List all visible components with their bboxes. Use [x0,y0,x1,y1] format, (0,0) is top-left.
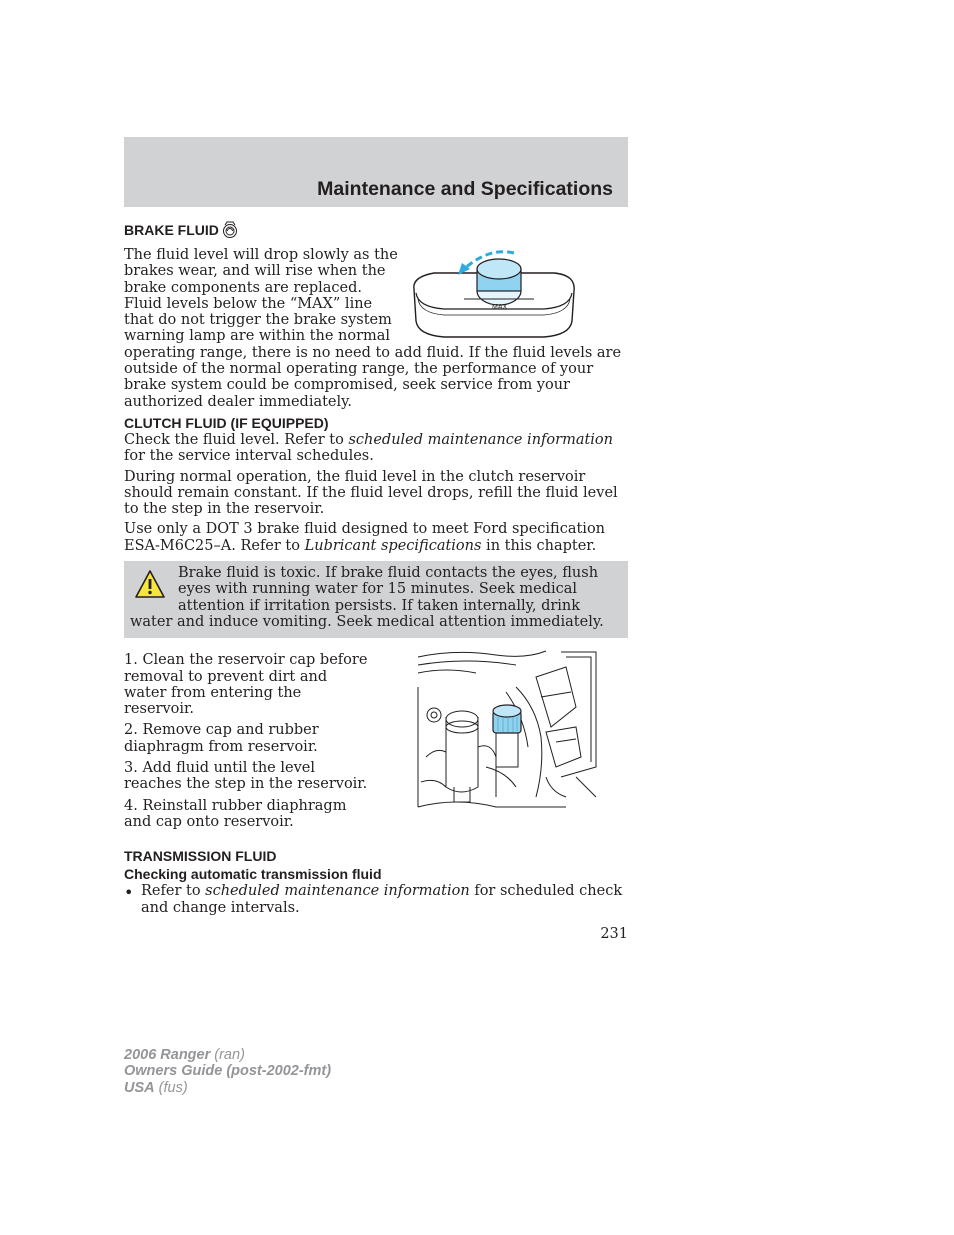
clutch-p3-text: Use only a DOT 3 brake fluid designed to meet Ford specification ESA-M6C25–A. Refer to [124,521,606,554]
footer-market-code: (fus) [154,1079,188,1096]
caution-text: Brake fluid is toxic. If brake fluid contacts the eyes, flush eyes with running water for 15 minutes. Seek medical attention if irritation persists. If taken internally, drink water and induce vomiting. Seek medical attention immediately. [130,565,604,630]
footer-market: USA [124,1079,155,1096]
caution-box [124,561,628,638]
brake-fluid-icon [222,221,238,239]
clutch-p3-text-end: in this chapter. [481,537,597,554]
bullet-text-start: Refer to [141,883,206,900]
brake-fluid-heading [124,221,628,239]
header-band [124,137,628,207]
clutch-p1-text-end: for the service interval schedules. [124,448,374,465]
step-1: 1. Clean the reservoir cap before removal to prevent dirt and water from entering the reservoir. [124,652,368,718]
max-line-label: MAX [492,304,508,311]
clutch-p1-text: Check the fluid level. Refer to [124,431,349,448]
footer [124,1047,331,1096]
refill-steps-list [124,652,374,830]
clutch-paragraph-3 [124,521,628,554]
footer-model-code: (ran) [210,1047,245,1063]
footer-guide: Owners Guide (post-2002-fmt) [124,1063,332,1080]
warning-triangle-icon [134,569,166,599]
transmission-fluid-section [124,847,628,920]
page-number: 231 [600,926,628,942]
brake-fluid-heading-text: BRAKE FLUID [124,222,219,238]
clutch-reservoir-engine-illustration [416,647,602,812]
checking-atf-subheading: Checking automatic transmission fluid [124,866,382,883]
brake-fluid-section [124,247,628,410]
refill-steps-section [124,652,628,830]
footer-line-3 [124,1080,331,1096]
scheduled-maintenance-reference-2: scheduled maintenance information [205,883,470,900]
footer-line-1 [124,1047,331,1063]
brake-reservoir-illustration [404,249,584,344]
bullet-text [141,883,628,916]
clutch-paragraph-1 [124,432,628,465]
footer-model: 2006 Ranger [124,1047,211,1063]
page-title: Maintenance and Specifications [317,178,613,200]
step-3: 3. Add fluid until the level reaches the step in the reservoir. [124,760,368,793]
step-2: 2. Remove cap and rubber diaphragm from reservoir. [124,722,319,755]
step-4: 4. Reinstall rubber diaphragm and cap onto reservoir. [124,797,347,830]
clutch-paragraph-2: During normal operation, the fluid level in the clutch reservoir should remain constant. If the fluid level drops, refill the fluid level to the step in the reservoir. [124,468,618,518]
lubricant-specifications-reference: Lubricant specifications [304,537,482,554]
content [124,221,628,920]
transmission-fluid-heading: TRANSMISSION FLUID [124,848,277,865]
brake-fluid-paragraph: The fluid level will drop slowly as the brakes wear, and will rise when the brake components are replaced. Fluid levels below the “MAX” line that do not trigger the brake system warning lamp are within the normal operating range, there is no need to add fluid. If the fluid levels are outside of the normal operating range, the performance of your brake system could be compromised, seek service from your authorized dealer immediately. [124,247,622,410]
bullet-icon: • [124,883,134,903]
list-item [124,883,628,920]
scheduled-maintenance-reference: scheduled maintenance information [348,431,613,448]
footer-line-2 [124,1063,331,1079]
bullet-text-end: for scheduled check and change intervals. [141,883,623,916]
clutch-fluid-heading: CLUTCH FLUID (IF EQUIPPED) [124,414,329,431]
